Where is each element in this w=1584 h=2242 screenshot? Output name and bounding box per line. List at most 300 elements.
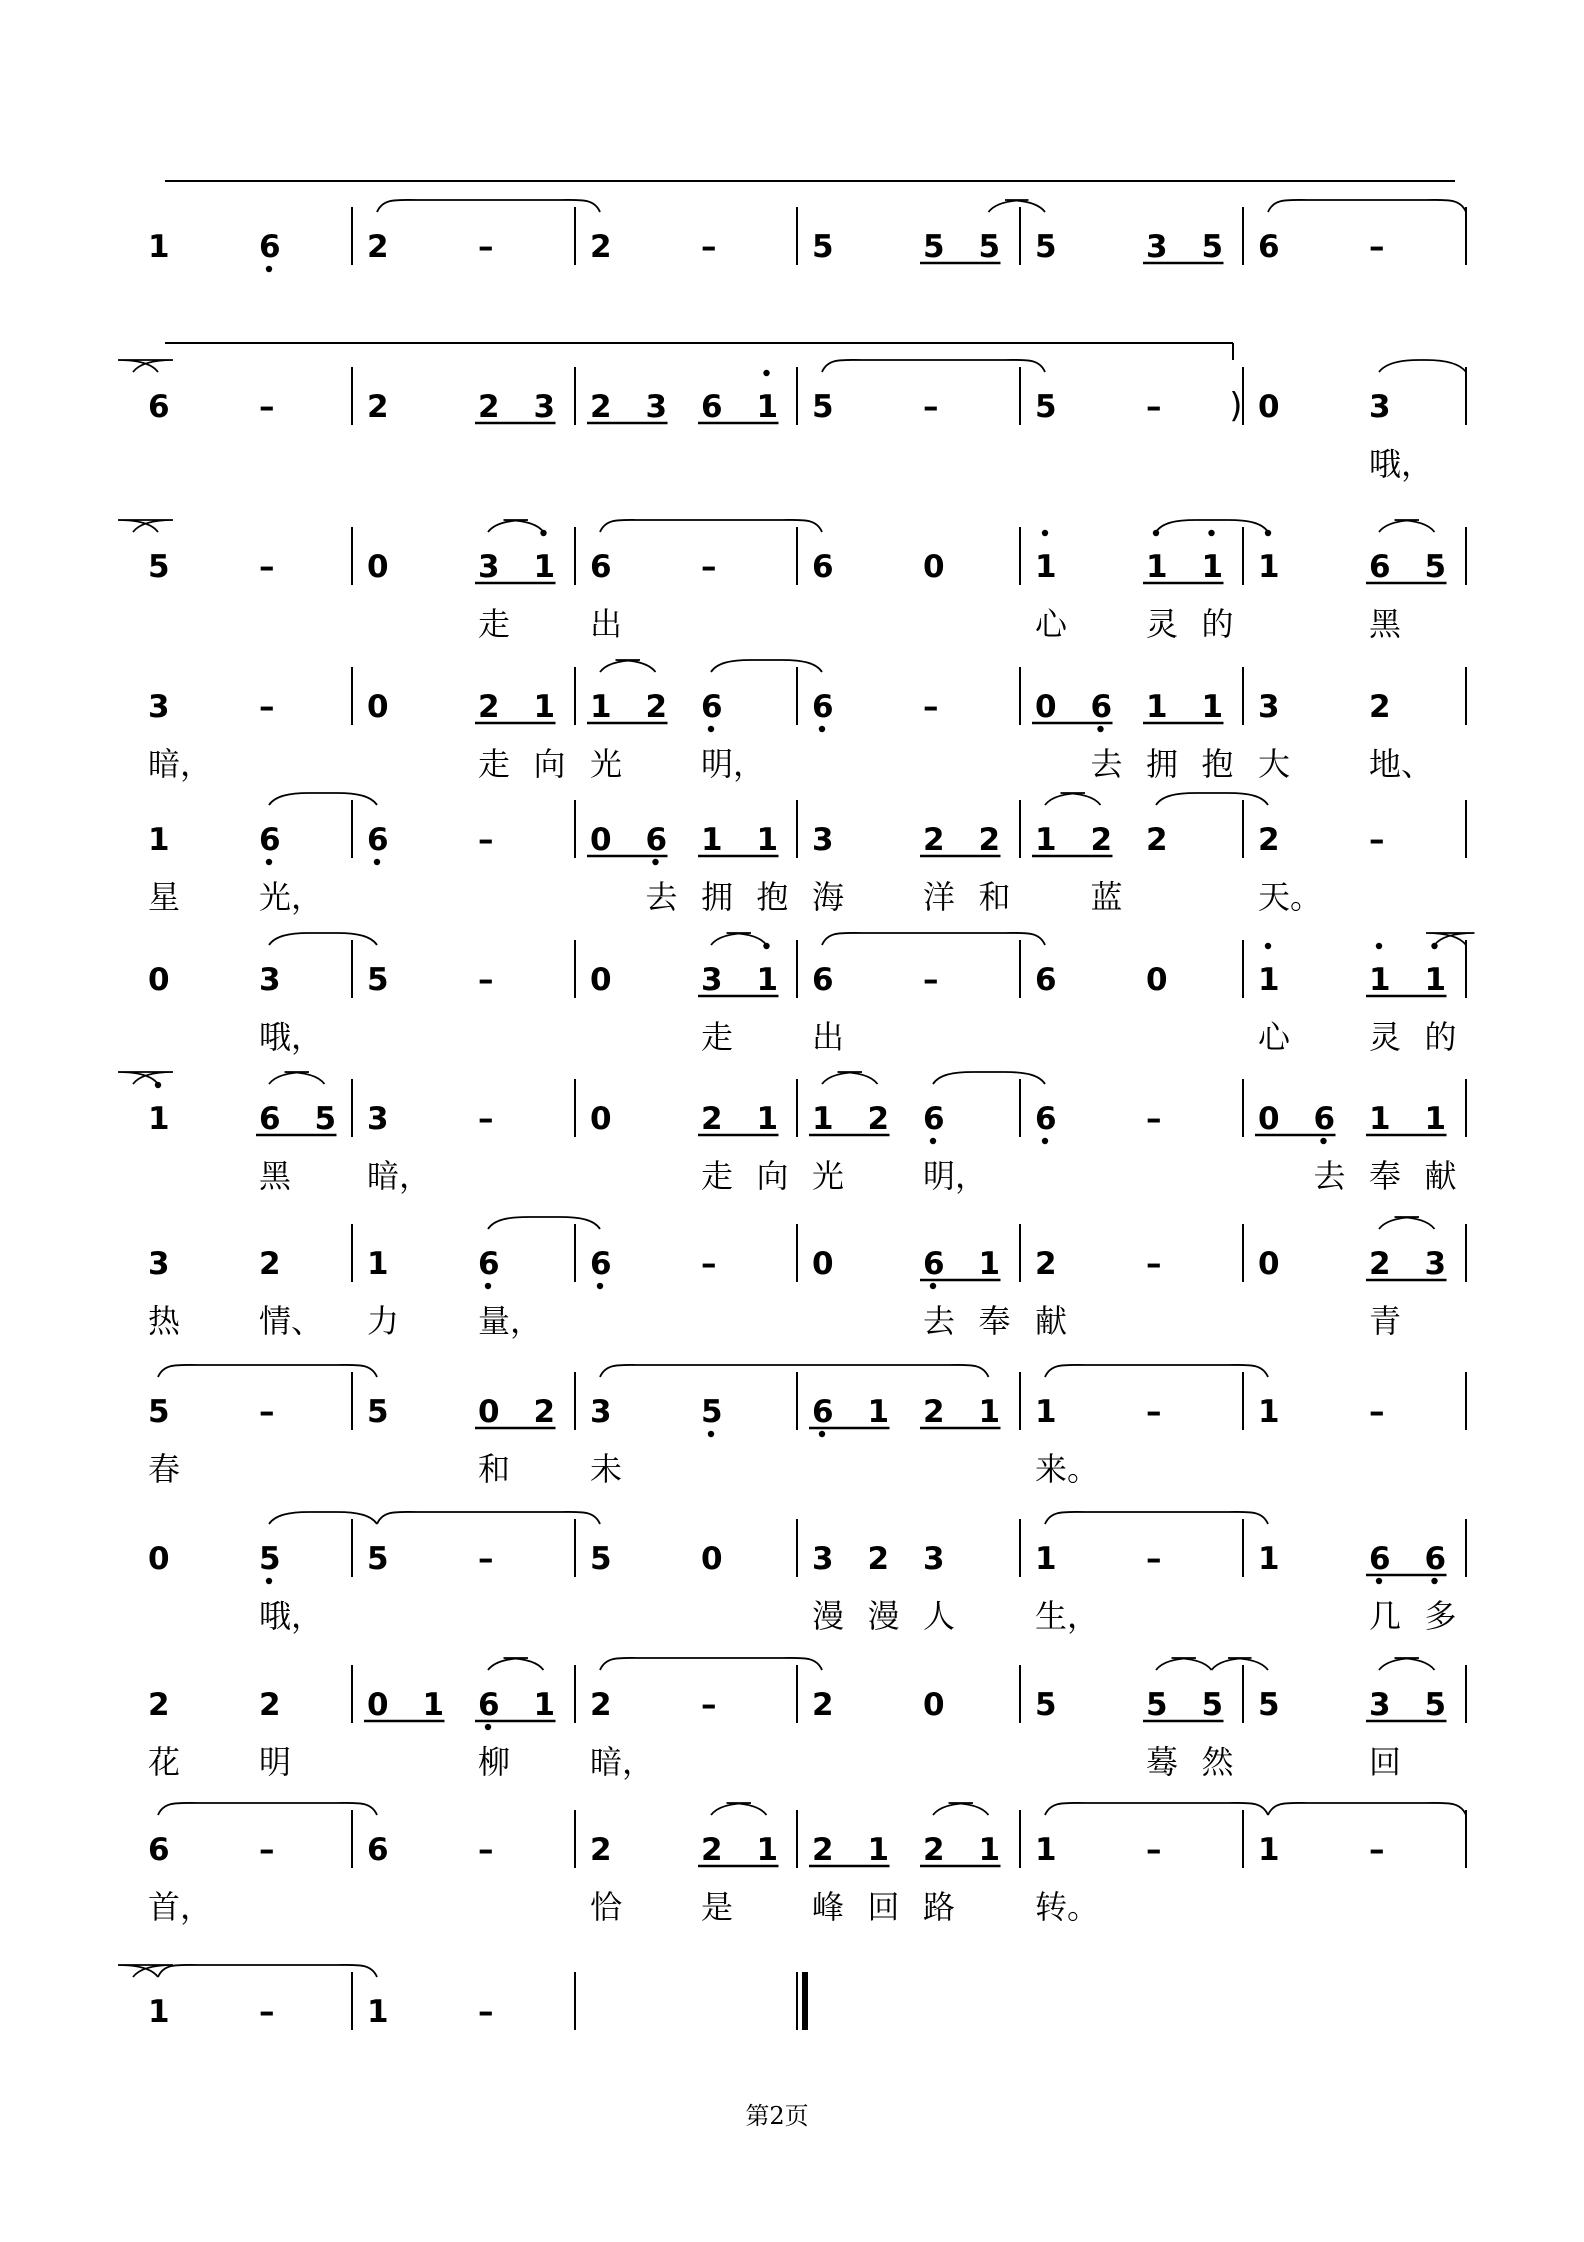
note-number: 6	[1258, 229, 1280, 265]
lyric-text: 去	[923, 1302, 956, 1340]
lyric-text: 路	[923, 1888, 956, 1926]
lyric-text: 走	[701, 1018, 734, 1056]
score-system	[148, 1365, 1466, 1488]
note-number: 1	[978, 1832, 1001, 1868]
low-octave-dot	[1320, 1138, 1326, 1144]
lyric-text: 人	[923, 1597, 956, 1635]
note-number: 1	[756, 1101, 779, 1137]
note-number: 5	[367, 1394, 389, 1430]
low-octave-dot	[930, 1138, 936, 1144]
note-number: 1	[1146, 549, 1168, 585]
note-dash: –	[701, 1246, 717, 1282]
note-dash: –	[701, 1687, 717, 1723]
note-dash: –	[1369, 1832, 1385, 1868]
note-number: 1	[1258, 1541, 1280, 1577]
note-number: 5	[812, 229, 834, 265]
note-number: 1	[367, 1994, 389, 2030]
slur-arc	[118, 1965, 173, 1977]
note-number: 3	[812, 1541, 834, 1577]
note-number: 5	[148, 1394, 170, 1430]
note-number: 5	[923, 229, 945, 265]
lyric-text: 首，	[148, 1888, 213, 1926]
note-number: 5	[590, 1541, 612, 1577]
note-number: 6	[812, 1394, 834, 1430]
score-system	[148, 660, 1466, 783]
slur-arc	[711, 660, 822, 672]
note-number: 1	[1258, 962, 1280, 998]
note-number: 6	[645, 822, 668, 858]
lyric-text: 柳	[478, 1743, 511, 1781]
note-dash: –	[701, 549, 717, 585]
score-system	[148, 200, 1466, 272]
slur-arc	[158, 1965, 377, 1977]
note-number: 6	[1369, 549, 1391, 585]
slur-arc	[711, 1803, 767, 1815]
note-number: 6	[701, 689, 723, 725]
note-number: 1	[422, 1687, 445, 1723]
slur-arc	[118, 520, 173, 532]
lyric-text: 暗，	[367, 1157, 432, 1195]
note-number: 3	[259, 962, 281, 998]
note-number: 5	[1035, 229, 1057, 265]
note-number: 3	[1258, 689, 1280, 725]
note-number: 0	[1258, 389, 1280, 425]
note-number: 6	[148, 389, 170, 425]
note-number: 2	[701, 1101, 723, 1137]
lyric-text: 拥	[1146, 745, 1179, 783]
note-number: 2	[923, 1832, 945, 1868]
note-number: 1	[1146, 689, 1168, 725]
note-number: 1	[978, 1246, 1001, 1282]
note-number: 5	[367, 962, 389, 998]
note-number: 3	[367, 1101, 389, 1137]
slur-arc	[822, 360, 1045, 372]
slur-arc	[1379, 360, 1466, 372]
note-dash: –	[259, 1994, 275, 2030]
note-number: 1	[533, 1687, 556, 1723]
note-number: 1	[1201, 549, 1224, 585]
note-number: 0	[148, 1541, 170, 1577]
note-number: 2	[1369, 1246, 1391, 1282]
note-number: 1	[148, 229, 170, 265]
note-dash: –	[259, 1832, 275, 1868]
slur-arc	[158, 1365, 377, 1377]
lyric-text: 心	[1035, 605, 1068, 643]
slur-arc	[1268, 1803, 1466, 1815]
low-octave-dot	[819, 1431, 825, 1437]
note-dash: –	[1146, 1101, 1162, 1137]
note-number: 3	[645, 389, 668, 425]
lyric-text: 的	[1424, 1018, 1457, 1056]
lyric-text: 生，	[1035, 1597, 1100, 1635]
lyric-text: 力	[367, 1302, 400, 1340]
lyric-text: 拥	[701, 878, 734, 916]
slur-arc	[269, 1072, 325, 1084]
slur-arc	[1156, 793, 1268, 805]
note-number: 6	[1424, 1541, 1447, 1577]
lyric-text: 去	[1090, 745, 1123, 783]
lyric-text: 黑	[259, 1157, 292, 1195]
low-octave-dot	[708, 1431, 714, 1437]
note-number: 2	[978, 822, 1001, 858]
note-number: 6	[1313, 1101, 1336, 1137]
slur-arc	[933, 1072, 1045, 1084]
note-number: 0	[478, 1394, 500, 1430]
lyric-text: 青	[1369, 1302, 1402, 1340]
slur-arc	[600, 1365, 989, 1377]
note-number: 2	[867, 1101, 890, 1137]
note-dash: –	[923, 962, 939, 998]
slur-arc	[488, 1658, 544, 1670]
score-system	[118, 1072, 1466, 1195]
note-number: 2	[367, 389, 389, 425]
note-dash: –	[1369, 229, 1385, 265]
slur-arc	[1268, 200, 1466, 212]
note-number: 2	[148, 1687, 170, 1723]
lyric-text: 光，	[259, 878, 324, 916]
note-number: 2	[1369, 689, 1391, 725]
low-octave-dot	[652, 859, 658, 865]
low-octave-dot	[1376, 1578, 1382, 1584]
note-number: 5	[1035, 1687, 1057, 1723]
lyric-text: 去	[1313, 1157, 1346, 1195]
slur-arc	[822, 933, 1045, 945]
note-dash: –	[923, 689, 939, 725]
lyric-text: 走	[701, 1157, 734, 1195]
note-number: 5	[367, 1541, 389, 1577]
note-number: 5	[1035, 389, 1057, 425]
lyric-text: 洋	[923, 878, 956, 916]
lyric-text: 哦，	[259, 1018, 324, 1056]
note-dash: –	[478, 1541, 494, 1577]
note-number: 2	[590, 1832, 612, 1868]
lyric-text: 恰	[590, 1888, 623, 1926]
note-number: 5	[812, 389, 834, 425]
lyric-text: 转。	[1035, 1888, 1100, 1926]
note-number: 0	[1146, 962, 1168, 998]
note-dash: –	[1146, 1394, 1162, 1430]
low-octave-dot	[930, 1283, 936, 1289]
lyric-text: 心	[1258, 1018, 1291, 1056]
lyric-text: 出	[590, 605, 623, 643]
note-number: 2	[923, 822, 945, 858]
lyric-text: 向	[756, 1157, 789, 1195]
score-systems	[118, 200, 1475, 2030]
lyric-text: 花	[148, 1743, 181, 1781]
slur-arc	[1379, 1217, 1435, 1229]
lyric-text: 哦，	[1369, 445, 1434, 483]
note-number: 0	[812, 1246, 834, 1282]
lyric-text: 黑	[1369, 605, 1402, 643]
note-number: 2	[367, 229, 389, 265]
note-number: 0	[590, 962, 612, 998]
note-number: 1	[533, 689, 556, 725]
lyric-text: 回	[1369, 1743, 1402, 1781]
low-octave-dot	[485, 1283, 491, 1289]
note-number: 1	[756, 1832, 779, 1868]
note-number: 1	[1035, 549, 1057, 585]
lyric-text: 蓦	[1146, 1743, 1179, 1781]
score-system	[148, 1658, 1466, 1781]
lyric-text: 走	[478, 745, 511, 783]
lyric-text: 奉	[978, 1302, 1011, 1340]
score-system	[148, 1803, 1466, 1926]
note-number: 5	[314, 1101, 337, 1137]
low-octave-dot	[266, 266, 272, 272]
lyric-text: 向	[533, 745, 566, 783]
lyric-text: 春	[148, 1450, 181, 1488]
note-number: 3	[701, 962, 723, 998]
note-number: 1	[148, 1101, 170, 1137]
note-number: 2	[590, 229, 612, 265]
lyric-text: 暗，	[590, 1743, 655, 1781]
note-number: 6	[1035, 1101, 1057, 1137]
lyric-text: 和	[978, 878, 1011, 916]
slur-arc	[600, 660, 656, 672]
note-dash: –	[701, 229, 717, 265]
lyric-text: 抱	[756, 878, 789, 916]
note-number: 1	[756, 389, 779, 425]
note-number: 2	[867, 1541, 890, 1577]
lyric-text: 海	[812, 878, 845, 916]
high-octave-dot	[1208, 530, 1214, 536]
slur-arc	[118, 1072, 173, 1084]
page-number: 第2页	[745, 2102, 809, 2130]
note-number: 0	[367, 1687, 389, 1723]
note-number: 2	[812, 1832, 834, 1868]
lyric-text: 峰	[812, 1888, 845, 1926]
note-number: 3	[533, 389, 556, 425]
score-system	[118, 360, 1466, 483]
note-number: 1	[1258, 1832, 1280, 1868]
note-number: 2	[1090, 822, 1113, 858]
score-system	[118, 1965, 805, 2030]
slur-arc	[377, 200, 600, 212]
lyric-text: 明，	[923, 1157, 988, 1195]
note-number: 6	[259, 1101, 281, 1137]
note-number: 2	[1146, 822, 1168, 858]
note-number: 1	[1369, 962, 1391, 998]
note-number: 3	[1146, 229, 1168, 265]
note-number: 1	[1035, 1394, 1057, 1430]
slur-arc	[933, 1803, 989, 1815]
lyric-text: 大	[1258, 745, 1291, 783]
note-number: 3	[923, 1541, 945, 1577]
note-dash: –	[1146, 1246, 1162, 1282]
note-number: 0	[367, 549, 389, 585]
note-number: 5	[1201, 1687, 1224, 1723]
slur-arc	[269, 1512, 377, 1524]
note-number: 2	[1258, 822, 1280, 858]
note-number: 0	[1035, 689, 1057, 725]
slur-arc	[377, 1512, 600, 1524]
note-number: 6	[367, 1832, 389, 1868]
note-number: 6	[367, 822, 389, 858]
lyric-text: 情、	[259, 1302, 324, 1340]
low-octave-dot	[266, 1578, 272, 1584]
slur-arc	[711, 933, 767, 945]
lyric-text: 几	[1369, 1597, 1402, 1635]
slur-arc	[600, 1658, 822, 1670]
lyric-text: 多	[1424, 1597, 1457, 1635]
note-number: 6	[812, 962, 834, 998]
note-number: 6	[812, 549, 834, 585]
note-number: 1	[533, 549, 556, 585]
low-octave-dot	[485, 1724, 491, 1730]
slur-arc	[118, 360, 173, 372]
note-number: 1	[1258, 1394, 1280, 1430]
lyric-text: 和	[478, 1450, 511, 1488]
note-number: 1	[367, 1246, 389, 1282]
note-number: 5	[259, 1541, 281, 1577]
lyric-text: 去	[645, 878, 678, 916]
note-dash: –	[259, 689, 275, 725]
note-number: 3	[1424, 1246, 1447, 1282]
score-system	[148, 793, 1466, 916]
note-dash: –	[1369, 822, 1385, 858]
note-number: 6	[590, 549, 612, 585]
note-dash: –	[1369, 1394, 1385, 1430]
low-octave-dot	[1431, 1578, 1437, 1584]
lyric-text: 献	[1424, 1157, 1457, 1195]
note-number: 0	[148, 962, 170, 998]
note-number: 3	[148, 1246, 170, 1282]
note-number: 0	[923, 549, 945, 585]
note-dash: –	[923, 389, 939, 425]
slur-arc	[600, 520, 822, 532]
note-number: 5	[701, 1394, 723, 1430]
score-system	[118, 520, 1466, 643]
note-number: 2	[590, 389, 612, 425]
lyric-text: 献	[1035, 1302, 1068, 1340]
note-number: 6	[1369, 1541, 1391, 1577]
note-number: 0	[367, 689, 389, 725]
lyric-text: 星	[148, 878, 181, 916]
note-number: 0	[701, 1541, 723, 1577]
score-system	[148, 933, 1475, 1056]
slur-arc	[1379, 520, 1435, 532]
note-number: 1	[756, 962, 779, 998]
slur-arc	[1156, 1658, 1212, 1670]
note-dash: –	[478, 229, 494, 265]
note-number: 6	[478, 1246, 500, 1282]
note-dash: –	[259, 549, 275, 585]
lyric-text: 是	[701, 1888, 734, 1926]
note-number: 1	[148, 1994, 170, 2030]
note-number: 6	[1090, 689, 1113, 725]
lyric-text: 走	[478, 605, 511, 643]
note-number: 6	[590, 1246, 612, 1282]
note-number: 2	[478, 389, 500, 425]
note-number: 5	[1424, 549, 1447, 585]
note-number: 3	[590, 1394, 612, 1430]
lyric-text: 奉	[1369, 1157, 1402, 1195]
low-octave-dot	[597, 1283, 603, 1289]
note-number: 1	[1035, 1832, 1057, 1868]
note-dash: –	[478, 1101, 494, 1137]
low-octave-dot	[266, 859, 272, 865]
lyric-text: 量，	[478, 1302, 543, 1340]
note-number: 6	[259, 822, 281, 858]
slur-arc	[1045, 1803, 1268, 1815]
note-number: 5	[1424, 1687, 1447, 1723]
note-number: 0	[1258, 1246, 1280, 1282]
note-dash: –	[478, 822, 494, 858]
note-number: 2	[812, 1687, 834, 1723]
lyric-text: 出	[812, 1018, 845, 1056]
note-number: 2	[533, 1394, 556, 1430]
high-octave-dot	[1376, 943, 1382, 949]
lyric-text: 地、	[1369, 745, 1434, 783]
slur-arc	[488, 520, 544, 532]
note-dash: –	[1146, 1832, 1162, 1868]
note-dash: –	[478, 962, 494, 998]
note-number: 5	[1258, 1687, 1280, 1723]
note-dash: –	[1146, 1541, 1162, 1577]
slur-arc	[822, 1072, 878, 1084]
lyric-character: 的	[1201, 605, 1234, 643]
low-octave-dot	[708, 726, 714, 732]
note-number: 2	[701, 1832, 723, 1868]
note-number: 1	[812, 1101, 834, 1137]
note-number: 1	[148, 822, 170, 858]
note-number: 1	[590, 689, 612, 725]
note-dash: –	[259, 389, 275, 425]
slur-arc	[158, 1803, 377, 1815]
lyric-character: 灵	[1146, 605, 1179, 643]
note-number: 0	[1258, 1101, 1280, 1137]
note-number: 2	[259, 1246, 281, 1282]
note-number: 1	[1258, 549, 1280, 585]
high-octave-dot	[763, 370, 769, 376]
note-number: 3	[148, 689, 170, 725]
lyric-text: 明，	[701, 745, 766, 783]
note-number: 6	[259, 229, 281, 265]
note-number: 1	[1035, 822, 1057, 858]
slur-arc	[1045, 1365, 1268, 1377]
slur-arc	[488, 1217, 600, 1229]
lyric-text: 蓝	[1090, 878, 1123, 916]
high-octave-dot	[1265, 943, 1271, 949]
low-octave-dot	[819, 726, 825, 732]
low-octave-dot	[1042, 1138, 1048, 1144]
note-number: 5	[1201, 229, 1224, 265]
note-number: 6	[812, 689, 834, 725]
note-number: 1	[867, 1832, 890, 1868]
note-number: 3	[478, 549, 500, 585]
slur-arc	[1212, 1658, 1269, 1670]
note-number: 1	[756, 822, 779, 858]
score-system	[148, 1217, 1466, 1340]
note-number: 1	[867, 1394, 890, 1430]
lyric-text: 漫	[867, 1597, 900, 1635]
lyric-text: 暗，	[148, 745, 213, 783]
slur-arc	[1045, 793, 1101, 805]
note-dash: –	[1146, 389, 1162, 425]
lyric-text: 光	[590, 745, 623, 783]
lyric-text: 回	[867, 1888, 900, 1926]
high-octave-dot	[1042, 530, 1048, 536]
note-number: 2	[1035, 1246, 1057, 1282]
note-dash: –	[478, 1832, 494, 1868]
lyric-text: 然	[1201, 1743, 1234, 1781]
note-number: 1	[978, 1394, 1001, 1430]
note-number: 0	[923, 1687, 945, 1723]
slur-arc	[1045, 1512, 1268, 1524]
note-number: 0	[590, 822, 612, 858]
note-number: 6	[1035, 962, 1057, 998]
note-number: 1	[701, 822, 723, 858]
